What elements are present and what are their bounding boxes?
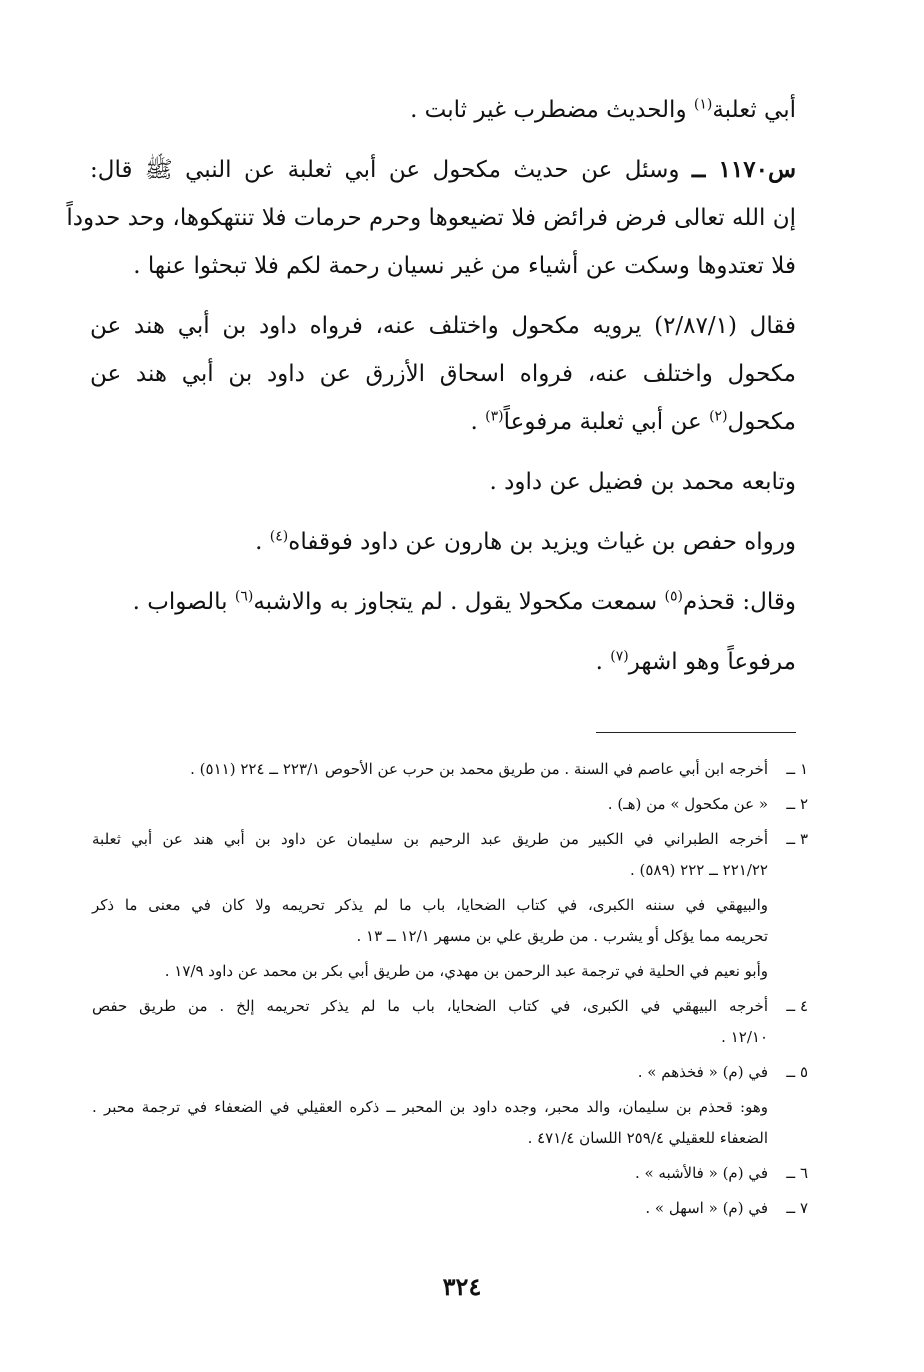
intro-paragraph bbox=[90, 86, 796, 134]
intro-text-end: والحديث مضطرب غير ثابت . bbox=[410, 97, 694, 123]
footnote-line: والبيهقي في سننه الكبرى، في كتاب الضحايا، باب ما لم يذكر تحريمه ولا كان في معنى ما ذكر bbox=[92, 896, 768, 914]
footnotes bbox=[92, 754, 808, 1228]
answer-text-a: مكحول bbox=[727, 409, 796, 435]
footnote-number: ٥ ــ bbox=[786, 1063, 808, 1081]
marfu-end: . bbox=[595, 649, 611, 675]
footnote-7 bbox=[92, 1193, 808, 1224]
footnote-line: ٢٢١/٢٢ ــ ٢٢٢ (٥٨٩) . bbox=[629, 861, 768, 879]
footnote-3-continued-2 bbox=[92, 956, 808, 987]
footnote-5-continued bbox=[92, 1092, 808, 1154]
footnote-number: ٤ ــ bbox=[786, 997, 808, 1015]
footnote-line: في (م) « اسهل » . bbox=[645, 1199, 768, 1217]
footnote-2 bbox=[92, 789, 808, 820]
footnote-ref-5: (٥) bbox=[664, 588, 683, 605]
footnote-line: « عن مكحول » من (هـ) . bbox=[607, 795, 768, 813]
marfu-text: مرفوعاً وهو اشهر bbox=[628, 649, 796, 675]
main-text bbox=[66, 86, 797, 698]
said-text-c: بالصواب . bbox=[132, 589, 235, 615]
question-line-3: فلا تعتدوها وسكت عن أشياء من غير نسيان رحمة لكم فلا تبحثوا عنها . bbox=[133, 253, 796, 279]
footnote-ref-1: (١) bbox=[693, 96, 713, 113]
question-paragraph bbox=[66, 146, 797, 290]
question-number: س١١٧٠ ــ bbox=[691, 156, 797, 183]
footnote-line: أخرجه البيهقي في الكبرى، في كتاب الضحايا، باب ما لم يذكر تحريمه إلخ . من طريق حفص bbox=[92, 997, 768, 1015]
said-paragraph bbox=[90, 578, 796, 626]
footnote-5 bbox=[92, 1057, 808, 1088]
footnote-separator bbox=[596, 732, 796, 733]
footnote-1 bbox=[92, 754, 808, 785]
footnote-line: في (م) « فالأشبه » . bbox=[634, 1164, 768, 1182]
hafs-text: ورواه حفص بن غياث ويزيد بن هارون عن داود فوقفاه bbox=[288, 529, 796, 555]
footnote-6 bbox=[92, 1158, 808, 1189]
footnote-line: أخرجه الطبراني في الكبير من طريق عبد الرحيم بن سليمان عن داود بن أبي هند عن أبي ثعلبة bbox=[92, 830, 768, 848]
intro-text: أبي ثعلبة bbox=[712, 97, 796, 123]
question-text-1: وسئل عن حديث مكحول عن أبي ثعلبة عن النبي ﷺ قال: bbox=[90, 157, 692, 183]
footnote-3-continued bbox=[92, 890, 808, 952]
footnote-4 bbox=[92, 991, 808, 1053]
said-text-b: سمعت مكحولا يقول . لم يتجاوز به والاشبه bbox=[253, 589, 665, 615]
hafs-paragraph bbox=[90, 518, 796, 566]
followed-paragraph bbox=[90, 458, 796, 506]
answer-line-2: مكحول واختلف عنه، فرواه اسحاق الأزرق عن داود بن أبي هند عن bbox=[90, 361, 796, 387]
marfu-line bbox=[90, 638, 796, 686]
answer-text-c: . bbox=[470, 409, 486, 435]
footnote-3 bbox=[92, 824, 808, 886]
footnote-line: وهو: قحذم بن سليمان، والد محبر، وجده داود بن المحبر ــ ذكره العقيلي في الضعفاء في ترجمة محبر . bbox=[92, 1098, 768, 1116]
marfu-paragraph bbox=[90, 638, 796, 686]
question-line-2: إن الله تعالى فرض فرائض فلا تضيعوها وحرم حرمات فلا تنتهكوها، وحد حدوداً bbox=[66, 205, 796, 231]
question-line-1 bbox=[90, 146, 796, 194]
answer-line-3 bbox=[90, 398, 796, 446]
footnote-ref-6: (٦) bbox=[234, 588, 254, 605]
footnote-number: ٧ ــ bbox=[786, 1199, 808, 1217]
footnote-ref-7: (٧) bbox=[610, 648, 629, 665]
footnote-ref-4: (٤) bbox=[269, 528, 289, 545]
answer-paragraph bbox=[90, 302, 796, 446]
footnote-ref-3: (٣) bbox=[485, 408, 504, 425]
followed-line: وتابعه محمد بن فضيل عن داود . bbox=[489, 469, 796, 495]
footnote-number: ٦ ــ bbox=[786, 1164, 808, 1182]
answer-line-1: فقال (٢/٨٧/١) يرويه مكحول واختلف عنه، فرواه داود بن أبي هند عن bbox=[90, 313, 796, 339]
footnote-line: أخرجه ابن أبي عاصم في السنة . من طريق محمد بن حرب عن الأحوص ٢٢٣/١ ــ ٢٢٤ (٥١١) . bbox=[190, 760, 768, 778]
footnote-line: ١٢/١٠ . bbox=[721, 1028, 768, 1046]
intro-line bbox=[90, 86, 796, 134]
footnote-number: ٣ ــ bbox=[786, 830, 808, 848]
page-number: ٣٢٤ bbox=[442, 1272, 482, 1301]
footnote-line: الضعفاء للعقيلي ٢٥٩/٤ اللسان ٤٧١/٤ . bbox=[527, 1129, 768, 1147]
answer-text-b: عن أبي ثعلبة مرفوعاً bbox=[503, 409, 710, 435]
said-text-a: وقال: قحذم bbox=[682, 589, 796, 615]
footnote-number: ١ ــ bbox=[786, 760, 808, 778]
hafs-line bbox=[90, 518, 796, 566]
footnote-line: في (م) « فخذهم » . bbox=[637, 1063, 768, 1081]
footnote-line: وأبو نعيم في الحلية في ترجمة عبد الرحمن بن مهدي، من طريق أبي بكر بن محمد عن داود ١٧/٩ . bbox=[164, 962, 768, 980]
said-line bbox=[90, 578, 796, 626]
footnote-line: تحريمه مما يؤكل أو يشرب . من طريق علي بن مسهر ١٢/١ ــ ١٣ . bbox=[356, 927, 768, 945]
footnote-ref-2: (٢) bbox=[709, 408, 728, 425]
hafs-end: . bbox=[255, 529, 270, 555]
footnote-number: ٢ ــ bbox=[786, 795, 808, 813]
